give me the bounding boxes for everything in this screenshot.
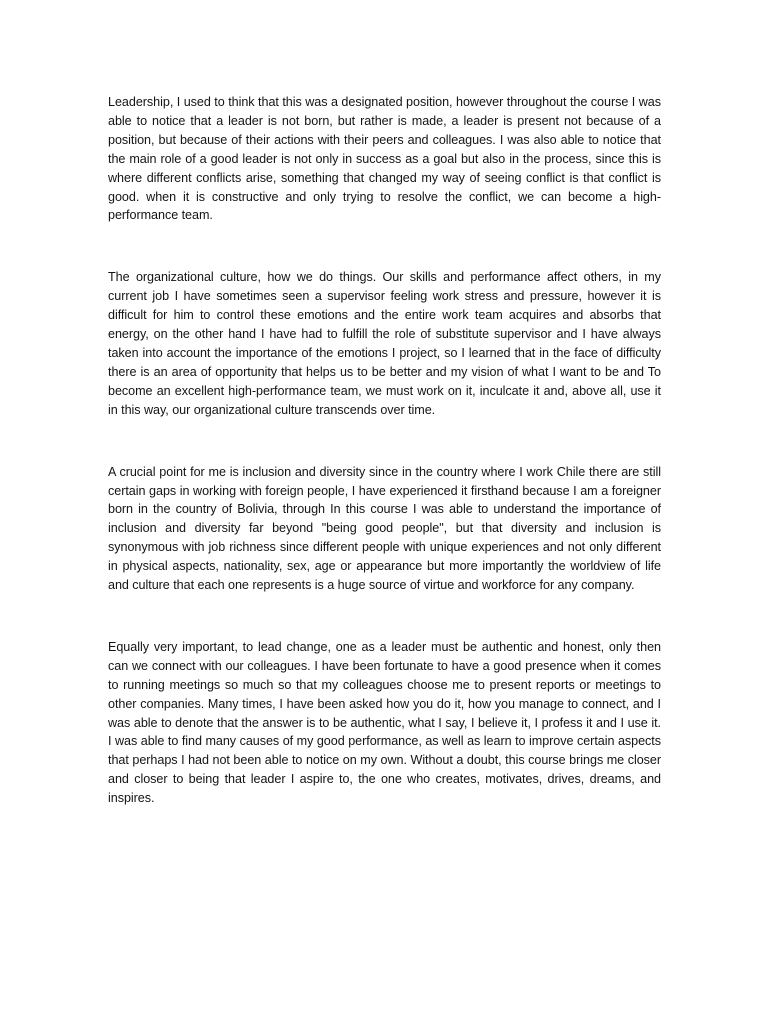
- paragraph-authenticity: Equally very important, to lead change, one as a leader must be authentic and honest, only then can we connect with our colleagues. I have been fortunate to have a good presence when it comes to running meetings so much so that my colleagues choose me to present reports or meetings to other companies. Many times, I have been asked how you do it, how you manage to connect, and I was able to denote that the answer is to be authentic, what I say, I believe it, I profess it and I use it. I was able to find many causes of my good performance, as well as learn to improve certain aspects that perhaps I had not been able to notice on my own. Without a doubt, this course brings me closer and closer to being that leader I aspire to, the one who creates, motivates, drives, dreams, and inspires.: [108, 639, 661, 806]
- paragraph-leadership: Leadership, I used to think that this was a designated position, however throughout the course I was able to notice that a leader is not born, but rather is made, a leader is present not because of a position, but because of their actions with their peers and colleagues. I was also able to notice that the main role of a good leader is not only in success as a goal but also in the process, since this is where different conflicts arise, something that changed my way of seeing conflict is that conflict is good. when it is constructive and only trying to resolve the conflict, we can become a high-performance team.: [108, 95, 661, 223]
- document-body: [108, 93, 661, 808]
- paragraph-organizational-culture: The organizational culture, how we do things. Our skills and performance affect others, in my current job I have sometimes seen a supervisor feeling work stress and pressure, however it is difficult for him to control these emotions and the entire work team acquires and absorbs that energy, on the other hand I have had to fulfill the role of substitute supervisor and I have always taken into account the importance of the emotions I project, so I learned that in the face of difficulty there is an area of opportunity that helps us to be better and my vision of what I want to be and To become an excellent high-performance team, we must work on it, inculcate it and, above all, use it in this way, our organizational culture transcends over time.: [108, 270, 661, 417]
- paragraph-inclusion-diversity: A crucial point for me is inclusion and diversity since in the country where I work Chile there are still certain gaps in working with foreign people, I have experienced it firsthand because I am a foreigner born in the country of Bolivia, through In this course I was able to understand the importance of inclusion and diversity far beyond "being good people", but that diversity and inclusion is synonymous with job richness since different people with unique experiences and not only different in physical aspects, nationality, sex, age or appearance but more importantly the worldview of life and culture that each one represents is a huge source of virtue and workforce for any company.: [108, 464, 661, 593]
